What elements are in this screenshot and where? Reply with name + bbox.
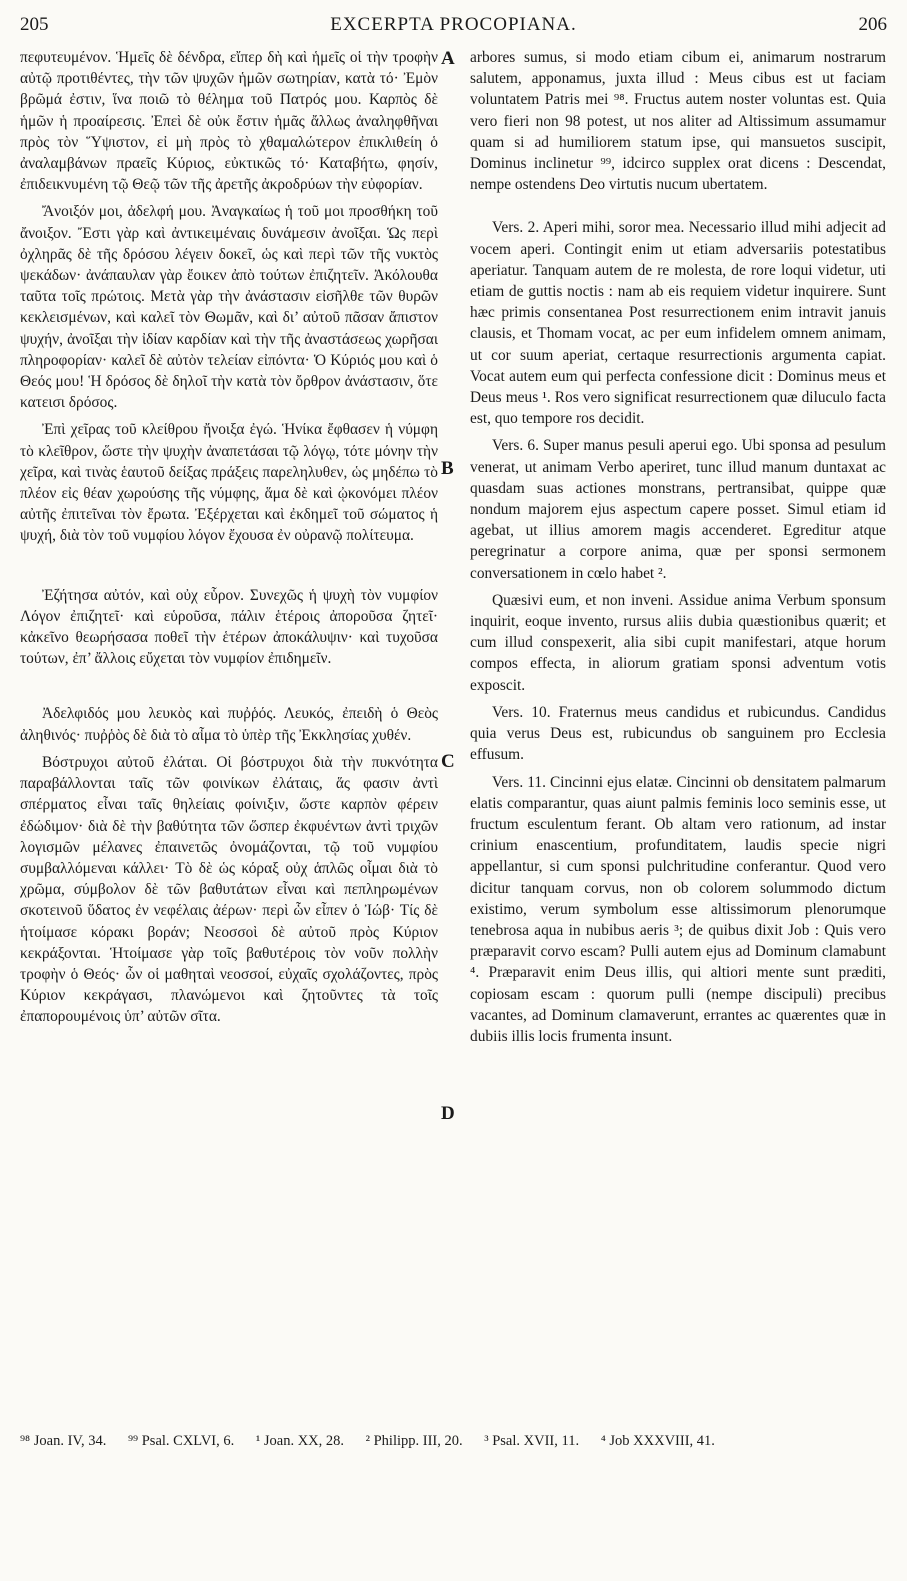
margin-marker-a: A xyxy=(441,48,455,69)
greek-paragraph: Ἐπὶ χεῖρας τοῦ κλείθρου ἤνοιξα ἐγώ. Ἡνίκα ἔφθασεν ἡ νύμφη τὸ κλεῖθρον, ὥστε τὴν ψυχὴν ἀναπετάσαι τῷ λόγῳ, τότε μόνην τὴν χεῖρα, καὶ τινὰς ἑαυτοῦ δείξας πράξεις παρεληλυθεν, ὡς μηδέπω τὸ πλέον εἰς θέαν χωρούσης τῆς νύμφης, ἅμα δὲ καὶ ᾠκονόμει πλέον αὐτῆς ἐπιτεῖναι τὸν ἔρωτα. Ἐξέρχεται καὶ ἐκδημεῖ τοῦ σώματος ἡ ψυχή, διὰ τὸν τοῦ νυμφίου λόγον ἔχουσα ἐν οὐρανῷ πολίτευμα. xyxy=(20,421,438,545)
latin-paragraph: arbores sumus, si modo etiam cibum ei, animarum nostrarum salutem, apponamus, juxta illud : Meus cibus est ut faciam voluntatem Patris mei ⁹⁸. Fructus autem noster voluntas est. Quia vero fieri non 98 potest, ut nos aliter ad Altissimum assumamur quam si ad humiliorem statum ipse, qui mansuetos suscipit, Dominus inclinetur ⁹⁹, idcirco supplex orat dicens : Descendat, nempe ostendens Deo virtutis nucum ubertatem. xyxy=(470,49,886,194)
latin-column xyxy=(470,47,886,1053)
latin-paragraph: Vers. 6. Super manus pesuli aperui ego. Ubi sponsa ad pesulum venerat, ut animam Verbo aperiret, tunc illud manum duntaxat ac quasdam suas actiones monstrans, pertransibat, quippe quæ nondum majorem ejus aspectum capere posset. Simul etiam id agebat, ut illius amorem magis accenderet. Egreditur atque peregrinatur a corpore anima, quæ per sponsi sermonem conversationem in cœlo habet ². xyxy=(470,437,886,582)
greek-paragraph: πεφυτευμένον. Ἡμεῖς δὲ δένδρα, εἴπερ δὴ καὶ ἡμεῖς οἱ τὴν τροφὴν αὐτῷ προτιθέντες, τὴν τῶν ψυχῶν ἡμῶν σωτηρίαν, κατὰ τό· Ἐμὸν βρῶμά ἐστιν, ἵνα ποιῶ τὸ θέλημα τοῦ Πατρός μου. Καρπὸς δὲ ἡμῶν ἡ προαίρεσις. Ἐπεὶ δὲ οὐκ ἔστιν ἡμᾶς ἄλλως ἀναληφθῆναι πρὸς τὸν Ὕψιστον, εἰ μὴ πρὸς τὸ χθαμαλώτερον ἐπικλιθείη ὁ ἀναλαμβάνων πραεῖς Κύριος, εὐκτικῶς τό· Καταβήτω, φησίν, ἐπιδεικνυμένη τῷ Θεῷ τῶν τῆς ἀρετῆς ἀκροδρύων τὴν εὐφορίαν. xyxy=(20,49,438,194)
latin-paragraph: Vers. 11. Cincinni ejus elatæ. Cincinni ob densitatem palmarum elatis comparantur, quas aiunt palmis feminis loco seminis esse, ut fructum esculentum ferant. Ob altam vero rationum, ad instar crinium enascentium, profunditatem, laudis specie nigri appellantur, si cum sponsi pulchritudine conferantur. Quod vero dicitur tanquam corvus, non ob colorem solummodo dictum existimo, verum symbolum esse altissimorum plenorumque tenebrosa aqua in nubibus aeris ³; de quibus dixit Job : Quis vero præparavit corvo escam? Pulli autem ejus ad Dominum clamabunt ⁴. Præparavit enim Deus illis, qui altiori mente sunt præditi, copiosam escam : quorum pulli (nempe discipuli) precibus vacantes, ad Dominum clamaverunt, errantes ac quærentes quæ in dubiis illis locis frumenta insunt. xyxy=(470,773,886,1045)
footnote: ¹ Joan. XX, 28. xyxy=(255,1433,345,1449)
footnote: ⁹⁸ Joan. IV, 34. xyxy=(20,1433,107,1449)
footnotes xyxy=(20,1432,887,1451)
latin-paragraph: Quæsivi eum, et non inveni. Assidue anima Verbum sponsum inquirit, eoque invento, rursus aliis dubia quæstionibus quærit; et cum illud conspexerit, alia sibi cupit manifestari, atque horum compos effecta, in aliorum gratiam sponsi adventum votis exposcit. xyxy=(470,591,886,694)
footnote: ⁴ Job XXXVIII, 41. xyxy=(600,1433,715,1449)
page-number-right: 206 xyxy=(858,14,887,35)
footnote: ⁹⁹ Psal. CXLVI, 6. xyxy=(128,1433,235,1449)
greek-paragraph: Ἀδελφιδός μου λευκὸς καὶ πυῤῥός. Λευκός, ἐπειδὴ ὁ Θεὸς ἀληθινός· πυῤῥὸς δὲ διὰ τὸ αἷμα τὸ ὑπὲρ τῆς Ἐκκλησίας χυθέν. xyxy=(20,705,438,744)
greek-paragraph: Ἄνοιξόν μοι, ἀδελφή μου. Ἀναγκαίως ἡ τοῦ μοι προσθήκη τοῦ ἄνοιξον. Ἔστι γὰρ καὶ ἀντικειμέναις δυνάμεσιν ἀνοῖξαι. Ὡς περὶ ὀχληρᾶς δὲ τῆς δρόσου λέγειν δοκεῖ, ὡς καὶ περὶ τῶν τῆς νυκτὸς ψεκάδων· ἀνάπαυλαν γὰρ ἔοικεν ἀπὸ τούτων ἐπιζητεῖν. Ἀκόλουθα ταῦτα τοῖς πρώτοις. Μετὰ γὰρ τὴν ἀνάστασιν εἰσῆλθε τῶν θυρῶν κεκλεισμένων, καὶ καλεῖ τὸν Θωμᾶν, καὶ δι’ αὐτοῦ πᾶσαν ἄπιστον ψυχήν, ἀνοῖξαι τὴν ἰδίαν καρδίαν καὶ τὴν τῆς ἀναστάσεως χωρῆσαι πληροφορίαν· καλεῖ δὲ αὐτὸν τελείαν εἰπόντα· Ὁ Κύριός μου καὶ ὁ Θεός μου! Ἡ δρόσος δὲ δηλοῖ τὴν κατὰ τὸν ὄρθρον ἀνάστασιν, ὅτε κατεισι δρόσος. xyxy=(20,203,438,412)
page-number-left: 205 xyxy=(20,14,49,35)
margin-marker-d: D xyxy=(441,1103,455,1124)
footnote: ² Philipp. III, 20. xyxy=(365,1433,463,1449)
latin-paragraph: Vers. 2. Aperi mihi, soror mea. Necessario illud mihi adjecit ad vocem aperi. Contingit enim ut etiam adversariis potestatibus aperiatur. Tanquam autem de re molesta, de rore loqui videtur, uti etiam de guttis noctis : nam ab eis requiem videtur inquirere. Sunt hæc primis consentanea Post resurrectionem enim intravit januis clausis, et Thomam vocat, ac per eum infidelem omnem animam, ut cor suum aperiat, certaque resurrectionis argumenta capiat. Vocat autem eum qui perfecta confessione dicit : Dominus meus et Deus meus ¹. Ros vero significat resurrectionem quæ diluculo facta est, quo tempore ros decidit. xyxy=(470,219,886,428)
greek-paragraph: Βόστρυχοι αὐτοῦ ἐλάται. Οἱ βόστρυχοι διὰ τὴν πυκνότητα παραβάλλονται ταῖς τῶν φοινίκων ἐλάταις, ἅς φασιν ἀντὶ σπέρματος εἶναι ταῖς θηλείαις φοίνιξιν, ὥστε καρπὸν φέρειν ἐδώδιμον· διὰ δὲ τὴν βαθύτητα τῶν ὥσπερ ἐκφυέντων ἀντὶ τριχῶν λογισμῶν μέλανες ἐπαινετῶς ὀνομάζονται, τῷ τοῦ νυμφίου συμβαλλόμεναι κάλλει· Τὸ δὲ ὡς κόραξ οὐχ ἁπλῶς οἶμαι διὰ τὸ χρῶμα, σύμβολον δὲ τῶν βαθυτάτων εἶναι καὶ πεπληρωμένων σκοτεινοῦ ὕδατος ἐν νεφέλαις ἀέρων· περὶ ὧν εἶπεν ὁ Ἰώβ· Τίς δὲ ἡτοίμασε κόρακι βοράν; Νεοσσοὶ δὲ αὐτοῦ πρὸς Κύριον κεκράξονται. Ἡτοίμασε γὰρ τοῖς βαθυτέροις τὸν νοῦν πολλὴν τροφὴν ὁ Θεός· ὧν οἱ μαθηταὶ νεοσσοί, εὐχαῖς σχολάζοντες, πρὸς Κύριον κεκράγασι, πλανώμενοι καὶ ζητοῦντες τὰ τοῖς ἐπαπορουμένοις ὑπ’ αὐτῶν σῖτα. xyxy=(20,753,438,1026)
greek-column xyxy=(20,47,438,1034)
footnote: ³ Psal. XVII, 11. xyxy=(484,1433,580,1449)
greek-paragraph: Ἐζήτησα αὐτόν, καὶ οὐχ εὗρον. Συνεχῶς ἡ ψυχὴ τὸν νυμφίον Λόγον ἐπιζητεῖ· καὶ εὑροῦσα, πάλιν ἑτέροις ἀποροῦσα ζητεῖ· κἀκεῖνο θεωρήσασα ποθεῖ τὴν ἑτέρων ἀποκάλυψιν· καὶ τυχοῦσα τούτων, ἐπ’ ἄλλοις εὔχεται τὸν νυμφίον ἐπιδημεῖν. xyxy=(20,586,438,668)
latin-paragraph: Vers. 10. Fraternus meus candidus et rubicundus. Candidus quia verus Deus est, rubicundus ob sanguinem pro Ecclesia effusum. xyxy=(470,703,886,764)
margin-marker-c: C xyxy=(441,751,455,772)
page-header xyxy=(20,14,887,40)
margin-marker-b: B xyxy=(441,458,454,479)
running-title: EXCERPTA PROCOPIANA. xyxy=(330,14,577,35)
